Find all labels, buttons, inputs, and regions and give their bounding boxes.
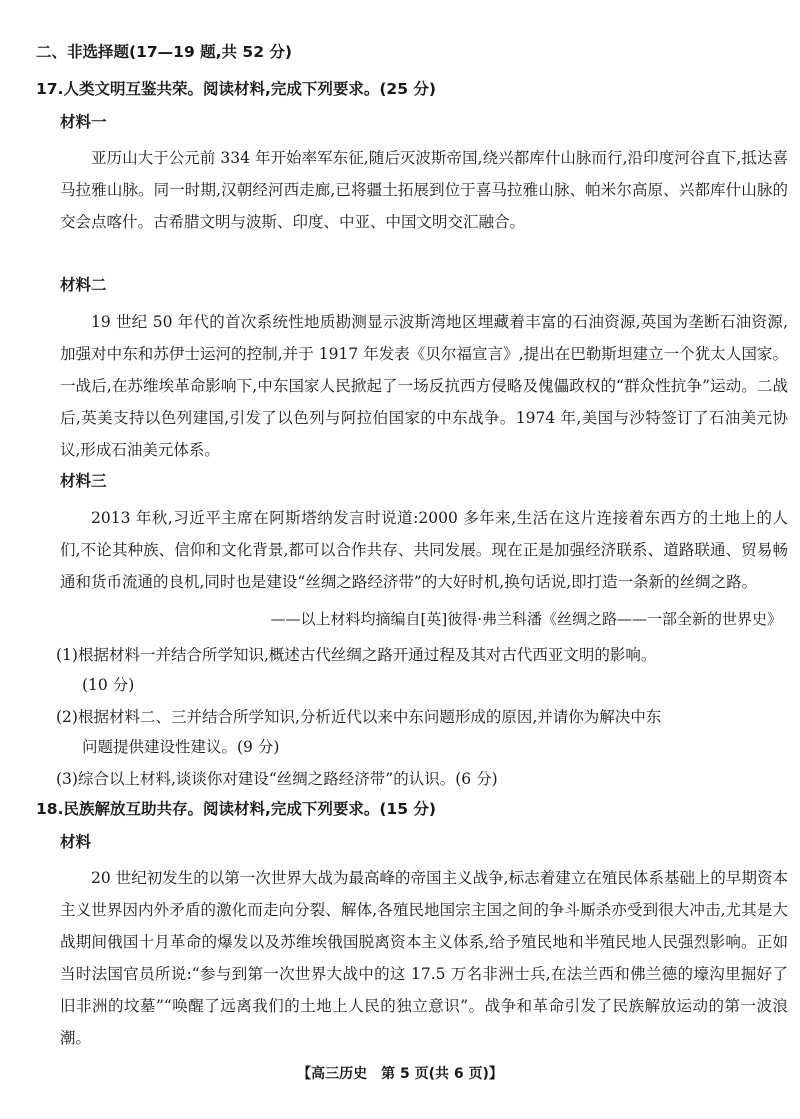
sub-1-line-1: (1)根据材料一并结合所学知识,概述古代丝绸之路开通过程及其对古代西亚文明的影响。 [56,646,657,664]
material-3-label: 材料三 [60,472,107,490]
material-3-text: 2013 年秋,习近平主席在阿斯塔纳发言时说道:2000 多年来,生活在这片连接着东西方的土地上的人们,不论其种族、信仰和文化背景,都可以合作共存、共同发展。现在正是加强经济联系、道路联通、贸易畅通和货币流通的良机,同时也是建设“丝绸之路经济带”的大好时机,换句话说,即打造一条新的丝绸之路。 [60,509,788,591]
material-1-label: 材料一 [60,113,107,131]
material-1-text: 亚历山大于公元前 334 年开始率军东征,随后灭波斯帝国,绕兴都库什山脉而行,沿印度河谷直下,抵达喜马拉雅山脉。同一时期,汉朝经河西走廊,已将疆土拓展到位于喜马拉雅山脉、帕米尔高原、兴都库什山脉的交会点喀什。古希腊文明与波斯、印度、中亚、中国文明交汇融合。 [60,149,788,231]
sub-1-line-2: (10 分) [82,676,135,694]
page-footer: 【高三历史 第 5 页(共 6 页)】 [297,1066,503,1082]
material-2-text: 19 世纪 50 年代的首次系统性地质勘测显示波斯湾地区埋藏着丰富的石油资源,英国为垄断石油资源,加强对中东和苏伊士运河的控制,并于 1917 年发表《贝尔福宣言》,提出在巴勒斯坦建立一个犹太人国家。一战后,在苏维埃革命影响下,中东国家人民掀起了一场反抗西方侵略及傀儡政权的“群众性抗争”运动。二战后,英美支持以色列建国,引发了以色列与阿拉伯国家的中东战争。1974 年,美国与沙特签订了石油美元协议,形成石油美元体系。 [60,313,788,459]
question-17-sub-1 [56,640,786,700]
sub-3-line: (3)综合以上材料,谈谈你对建设“丝绸之路经济带”的认识。(6 分) [56,770,498,788]
question-17-sub-3 [56,764,786,794]
material-label: 材料 [60,833,92,851]
material-source: ——以上材料均摘编自[英]彼得·弗兰科潘《丝绸之路——一部全新的世界史》 [270,610,782,628]
section-title: 二、非选择题(17—19 题,共 52 分) [36,43,292,61]
question-18-title: 18.民族解放互助共存。阅读材料,完成下列要求。(15 分) [36,800,436,818]
question-17-sub-2 [56,702,786,762]
material-2-label: 材料二 [60,276,107,294]
material-text: 20 世纪初发生的以第一次世界大战为最高峰的帝国主义战争,标志着建立在殖民体系基础上的早期资本主义世界因内外矛盾的激化而走向分裂、解体,各殖民地国宗主国之间的争斗厮杀亦受到很大冲击,尤其是大战期间俄国十月革命的爆发以及苏维埃俄国脱离资本主义体系,给予殖民地和半殖民地人民强烈影响。正如当时法国官员所说:“参与到第一次世界大战中的这 17.5 万名非洲士兵,在法兰西和佛兰德的壕沟里掘好了旧非洲的坟墓”“唤醒了远离我们的土地上人民的独立意识”。战争和革命引发了民族解放运动的第一波浪潮。 [60,869,788,1047]
question-17-title: 17.人类文明互鉴共荣。阅读材料,完成下列要求。(25 分) [36,80,436,98]
sub-2-line-2: 问题提供建设性建议。(9 分) [82,738,280,756]
sub-2-line-1: (2)根据材料二、三并结合所学知识,分析近代以来中东问题形成的原因,并请你为解决中东 [56,708,662,726]
